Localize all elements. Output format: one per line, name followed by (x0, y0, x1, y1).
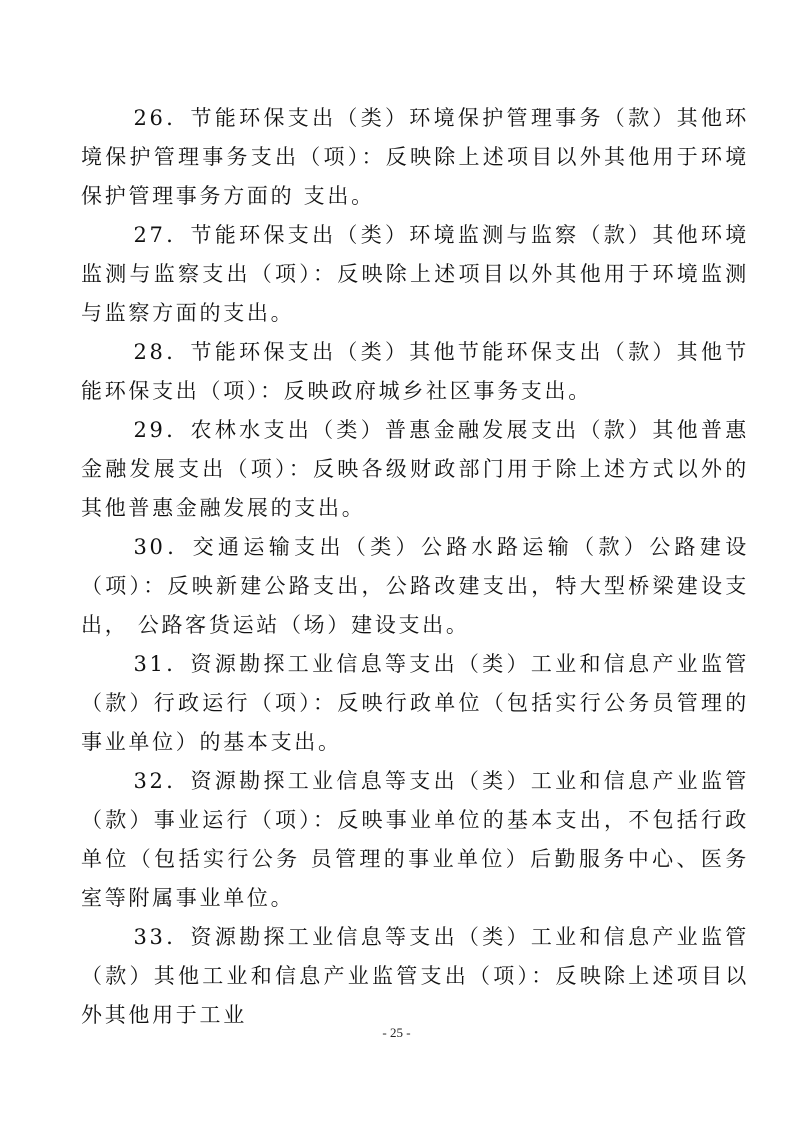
document-body (81, 99, 749, 1035)
paragraph-27: 27．节能环保支出（类）环境监测与监察（款）其他环境监测与监察支出（项）：反映除上述项目以外其他用于环境监测与监察方面的支出。 (81, 223, 749, 325)
paragraph-31: 31．资源勘探工业信息等支出（类）工业和信息产业监管（款）行政运行（项）：反映行政单位（包括实行公务员管理的事业单位）的基本支出。 (81, 652, 749, 754)
paragraph-32: 32．资源勘探工业信息等支出（类）工业和信息产业监管（款）事业运行（项）：反映事业单位的基本支出，不包括行政单位（包括实行公务 员管理的事业单位）后勤服务中心、医务室等附属事业单位。 (81, 769, 749, 910)
paragraph-30: 30．交通运输支出（类）公路水路运输（款）公路建设（项）：反映新建公路支出，公路改建支出，特大型桥梁建设支出， 公路客货运站（场）建设支出。 (81, 535, 749, 637)
paragraph-33: 33．资源勘探工业信息等支出（类）工业和信息产业监管（款）其他工业和信息产业监管支出（项）：反映除上述项目以外其他用于工业 (81, 925, 749, 1027)
paragraph-29: 29．农林水支出（类）普惠金融发展支出（款）其他普惠金融发展支出（项）：反映各级财政部门用于除上述方式以外的其他普惠金融发展的支出。 (81, 418, 749, 520)
paragraph-28: 28．节能环保支出（类）其他节能环保支出（款）其他节能环保支出（项）：反映政府城乡社区事务支出。 (81, 340, 749, 403)
paragraph-26: 26．节能环保支出（类）环境保护管理事务（款）其他环境保护管理事务支出（项）：反映除上述项目以外其他用于环境保护管理事务方面的 支出。 (81, 106, 749, 208)
page-number: - 25 - (382, 1025, 411, 1040)
